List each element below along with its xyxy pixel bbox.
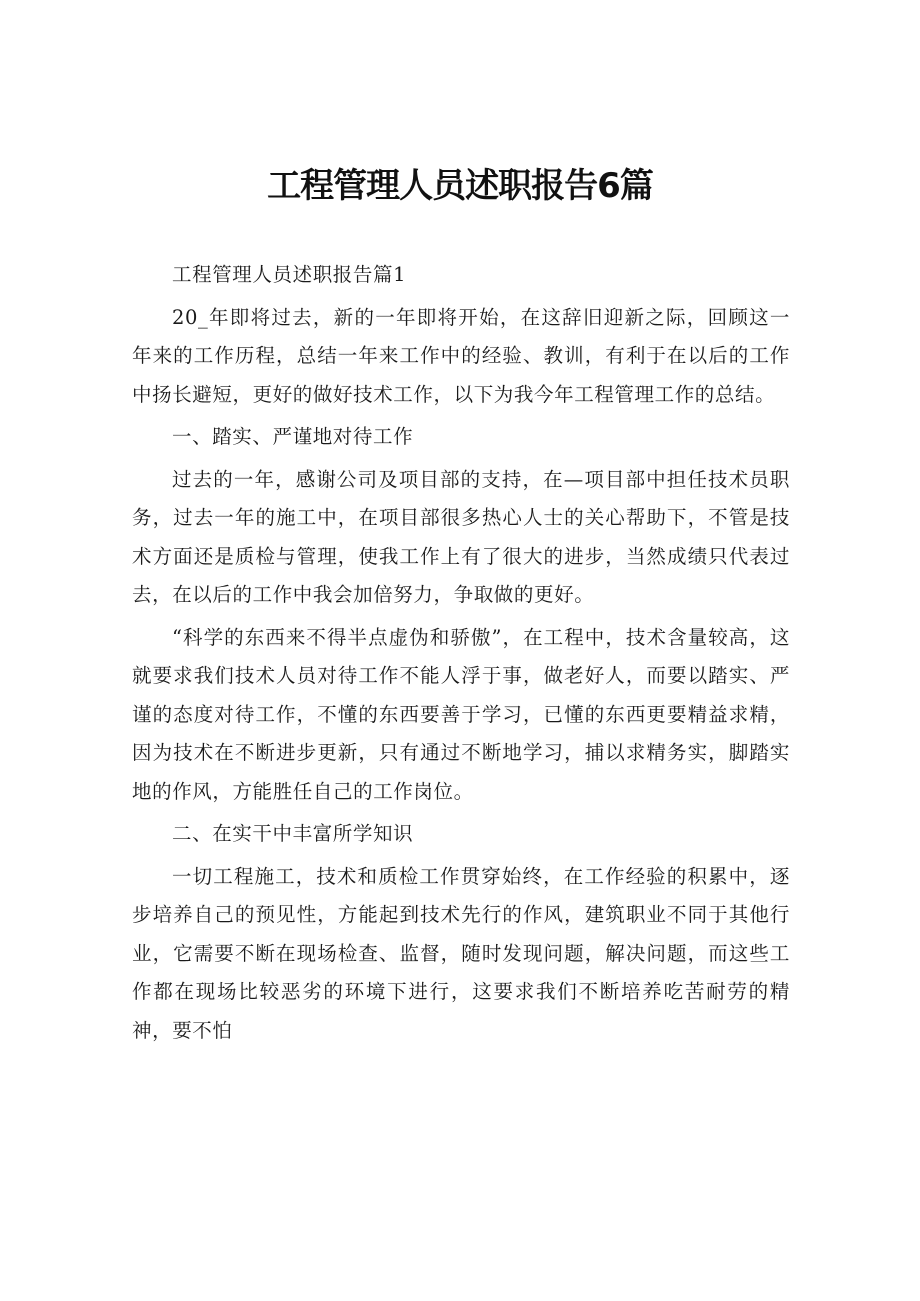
- section-heading: 二、在实干中丰富所学知识: [172, 822, 414, 845]
- paragraph: “科学的东西来不得半点虚伪和骄傲”，在工程中，技术含量较高，这就要求我们技术人员对待工作不能人浮于事，做老好人，而要以踏实、严谨的态度对待工作，不懂的东西要善于学习，已懂的东西更要精益求精，因为技术在不断进步更新，只有通过不断地学习，捕以求精务实，脚踏实地的作风，方能胜任自己的工作岗位。: [132, 625, 790, 803]
- paragraph: 过去的一年，感谢公司及项目部的支持，在—项目部中担任技术员职务，过去一年的施工中，在项目部很多热心人士的关心帮助下，不管是技术方面还是质检与管理，使我工作上有了很大的进步，当然成绩只代表过去，在以后的工作中我会加倍努力，争取做的更好。: [132, 467, 790, 606]
- section-heading: 一、踏实、严谨地对待工作: [172, 425, 414, 448]
- document-body: [132, 256, 790, 1054]
- paragraph: 20_年即将过去，新的一年即将开始，在这辞旧迎新之际，回顾这一年来的工作历程，总结一年来工作中的经验、教训，有利于在以后的工作中扬长避短，更好的做好技术工作，以下为我今年工程管理工作的总结。: [132, 305, 790, 406]
- paragraph: 一切工程施工，技术和质检工作贯穿始终，在工作经验的积累中，逐步培养自己的预见性，方能起到技术先行的作风，建筑职业不同于其他行业，它需要不断在现场检查、监督，随时发现问题，解决问题，而这些工作都在现场比较恶劣的环境下进行，这要求我们不断培养吃苦耐劳的精神，要不怕: [132, 864, 790, 1042]
- section-heading: 工程管理人员述职报告篇1: [172, 263, 407, 286]
- document-title: 工程管理人员述职报告6篇: [267, 166, 653, 206]
